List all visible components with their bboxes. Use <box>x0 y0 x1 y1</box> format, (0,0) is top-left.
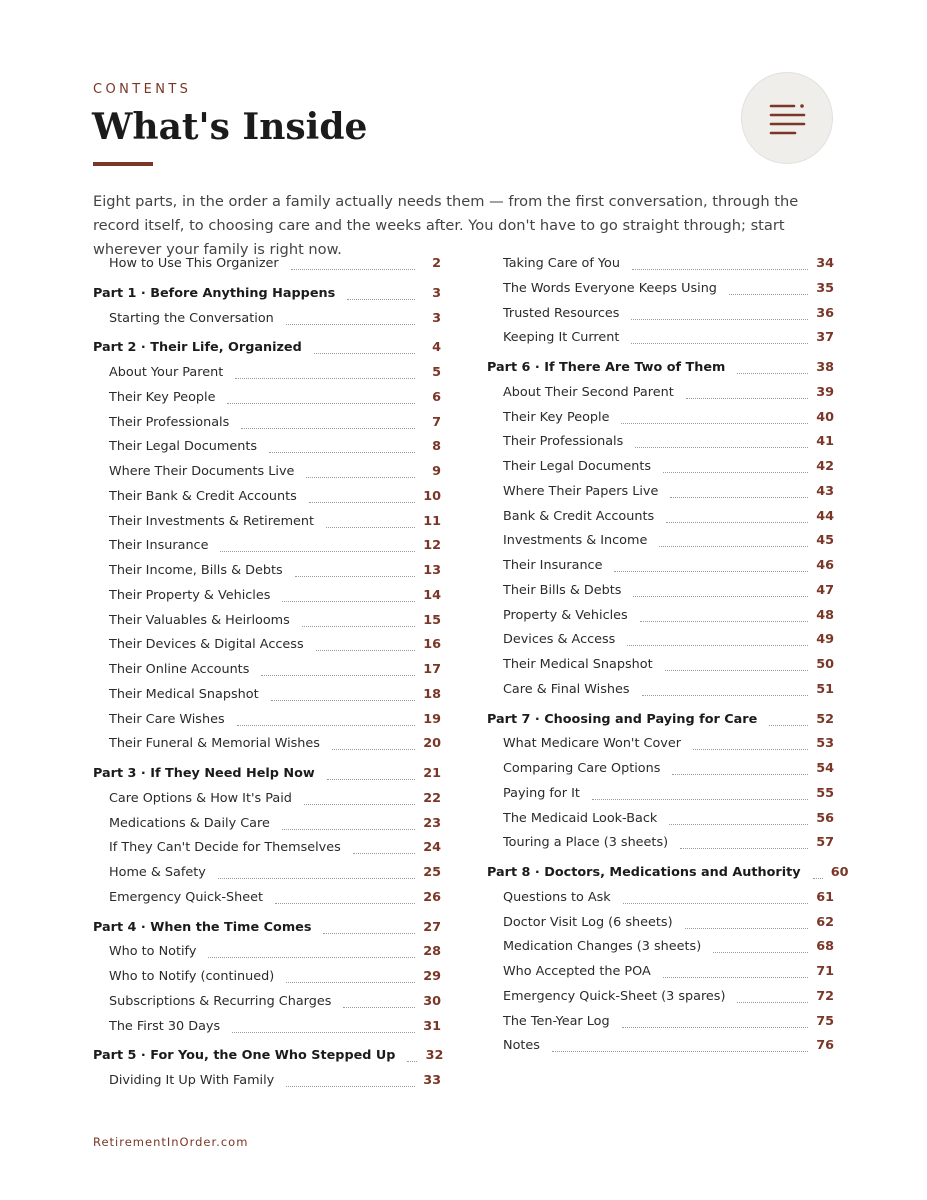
dot-leader <box>218 878 415 879</box>
toc-entry-label: About Your Parent <box>109 365 224 380</box>
toc-page-number: 44 <box>816 508 834 524</box>
toc-entry-label: Emergency Quick-Sheet (3 spares) <box>503 988 726 1004</box>
dot-leader <box>737 373 808 374</box>
toc-entry-label: Their Key People <box>503 409 610 425</box>
toc-entry-label: Questions to Ask <box>503 889 611 905</box>
toc-entry <box>487 330 834 350</box>
toc-entry <box>93 311 441 331</box>
dot-leader <box>633 596 808 597</box>
toc-page-number: 30 <box>423 993 441 1009</box>
dot-leader <box>621 423 808 424</box>
dot-leader <box>343 1007 415 1008</box>
toc-entry <box>487 632 834 652</box>
dot-leader <box>659 546 808 547</box>
toc-entry-label: Their Online Accounts <box>109 662 250 677</box>
toc-entry <box>487 811 834 831</box>
toc-page-number: 16 <box>423 637 441 653</box>
toc-entry-label: Devices & Access <box>503 632 616 648</box>
dot-leader <box>686 398 808 399</box>
toc-entry-label: About Their Second Parent <box>503 384 674 400</box>
toc-entry-label: Their Bills & Debts <box>503 582 622 598</box>
toc-entry-label: Trusted Resources <box>503 305 620 321</box>
toc-entry <box>487 484 834 504</box>
toc-entry-label: If They Can't Decide for Themselves <box>109 840 341 856</box>
dot-leader <box>680 848 808 849</box>
toc-entry <box>487 1038 834 1058</box>
toc-part-heading <box>93 766 441 786</box>
toc-entry-label: Who Accepted the POA <box>503 964 651 979</box>
toc-page-number: 22 <box>423 790 441 806</box>
toc-entry-label: Their Legal Documents <box>503 459 652 474</box>
toc-entry <box>487 509 834 529</box>
dot-leader <box>627 645 808 646</box>
toc-entry <box>93 969 441 989</box>
toc-page-number: 39 <box>816 384 834 400</box>
toc-page-number: 10 <box>423 488 441 504</box>
dot-leader <box>592 799 808 800</box>
toc-entry <box>93 736 441 756</box>
toc-entry <box>93 687 441 707</box>
toc-page-number: 34 <box>816 256 834 271</box>
toc-entry <box>93 816 441 836</box>
dot-leader <box>316 650 415 651</box>
dot-leader <box>286 982 415 983</box>
dot-leader <box>407 1061 417 1062</box>
toc-entry <box>93 256 441 276</box>
toc-page-number: 46 <box>816 558 834 573</box>
toc-entry-label: Medications & Daily Care <box>109 815 270 831</box>
toc-entry-label: Part 5 · For You, the One Who Stepped Up <box>93 1048 396 1064</box>
toc-entry-label: The Medicaid Look-Back <box>503 810 658 826</box>
page-title: What's Inside <box>92 106 368 148</box>
toc-entry-label: Part 8 · Doctors, Medications and Authority <box>487 865 801 880</box>
toc-entry <box>93 489 441 509</box>
toc-entry <box>487 306 834 326</box>
toc-entry-label: Taking Care of You <box>503 256 620 271</box>
toc-page-number: 48 <box>816 607 834 623</box>
dot-leader <box>291 269 415 270</box>
toc-entry <box>487 786 834 806</box>
toc-page-number: 27 <box>423 919 441 935</box>
toc-entry-label: Their Bank & Credit Accounts <box>109 488 297 504</box>
toc-entry <box>93 464 441 484</box>
toc-entry <box>93 637 441 657</box>
toc-entry-label: The Words Everyone Keeps Using <box>503 280 717 296</box>
dot-leader <box>314 353 415 354</box>
toc-part-heading <box>93 286 441 306</box>
toc-entry <box>487 835 834 855</box>
toc-page-number: 76 <box>816 1038 834 1054</box>
dot-leader <box>769 725 808 726</box>
contents-eyebrow: CONTENTS <box>93 82 192 97</box>
dot-leader <box>332 749 415 750</box>
dot-leader <box>232 1032 415 1033</box>
toc-page-number: 13 <box>423 563 441 578</box>
dot-leader <box>261 675 415 676</box>
toc-entry <box>487 964 834 984</box>
toc-entry-label: Part 7 · Choosing and Paying for Care <box>487 711 758 727</box>
toc-page-number: 28 <box>423 944 441 960</box>
toc-page-number: 55 <box>816 785 834 801</box>
toc-entry-label: Part 1 · Before Anything Happens <box>93 285 336 301</box>
toc-entry-label: Emergency Quick-Sheet <box>109 889 264 905</box>
toc-entry <box>93 365 441 385</box>
dot-leader <box>635 447 808 448</box>
dot-leader <box>670 497 808 498</box>
dot-leader <box>302 626 415 627</box>
toc-entry-label: Their Funeral & Memorial Wishes <box>109 736 320 752</box>
toc-entry-label: Part 2 · Their Life, Organized <box>93 340 302 356</box>
toc-entry-label: Their Key People <box>109 389 216 405</box>
toc-page-number: 32 <box>425 1048 444 1064</box>
toc-entry <box>487 682 834 702</box>
toc-page-number: 36 <box>816 305 834 321</box>
toc-page-number: 52 <box>816 711 834 727</box>
toc-entry-label: What Medicare Won't Cover <box>503 736 682 752</box>
dot-leader <box>693 749 808 750</box>
toc-entry-label: Doctor Visit Log (6 sheets) <box>503 914 673 930</box>
toc-entry <box>93 514 441 534</box>
dot-leader <box>631 343 808 344</box>
toc-page-number: 5 <box>432 365 441 380</box>
toc-entry <box>93 712 441 732</box>
dot-leader <box>282 829 415 830</box>
toc-entry <box>93 944 441 964</box>
intro-paragraph: Eight parts, in the order a family actually needs them — from the first conversation, through the record itself, to choosing care and the weeks after. You don't have to go straight through; start wherever your family is right now. <box>93 193 799 258</box>
toc-entry-label: Their Medical Snapshot <box>109 686 259 702</box>
toc-entry-label: Their Professionals <box>109 414 230 430</box>
toc-entry <box>487 281 834 301</box>
toc-entry-label: Touring a Place (3 sheets) <box>503 835 669 851</box>
dot-leader <box>614 571 808 572</box>
toc-entry-label: The Ten-Year Log <box>503 1013 610 1029</box>
toc-page-number: 49 <box>816 632 834 648</box>
toc-page-number: 6 <box>432 389 441 405</box>
dot-leader <box>552 1051 808 1052</box>
toc-page-number: 57 <box>816 835 834 851</box>
toc-entry <box>93 563 441 583</box>
dot-leader <box>286 1086 415 1087</box>
toc-page-number: 37 <box>816 330 834 346</box>
toc-entry-label: Keeping It Current <box>503 330 620 346</box>
toc-entry <box>93 791 441 811</box>
toc-page-number: 20 <box>423 736 441 752</box>
dot-leader <box>623 903 808 904</box>
title-underline <box>93 162 153 166</box>
toc-entry <box>93 865 441 885</box>
toc-page-number: 54 <box>816 761 834 776</box>
dot-leader <box>309 502 415 503</box>
toc-entry-label: Their Investments & Retirement <box>109 513 315 529</box>
toc-entry <box>487 915 834 935</box>
toc-entry <box>487 890 834 910</box>
toc-page-number: 50 <box>816 657 834 672</box>
toc-entry <box>487 410 834 430</box>
toc-entry <box>487 1014 834 1034</box>
toc-part-heading <box>487 712 834 732</box>
dot-leader <box>663 472 808 473</box>
toc-entry-label: How to Use This Organizer <box>109 256 279 271</box>
toc-page-number: 56 <box>816 810 834 826</box>
toc-entry-label: Comparing Care Options <box>503 761 661 776</box>
toc-page-number: 75 <box>816 1013 834 1029</box>
toc-entry-label: Their Property & Vehicles <box>109 587 271 603</box>
toc-part-heading <box>93 340 441 360</box>
toc-entry <box>93 538 441 558</box>
toc-entry-label: Where Their Papers Live <box>503 483 659 499</box>
toc-page-number: 15 <box>423 612 441 628</box>
toc-entry-label: Investments & Income <box>503 533 648 549</box>
toc-entry-label: Where Their Documents Live <box>109 464 295 479</box>
toc-page-number: 3 <box>432 310 441 326</box>
toc-entry-label: Their Care Wishes <box>109 711 225 727</box>
toc-entry-label: Medication Changes (3 sheets) <box>503 939 702 955</box>
dot-leader <box>622 1027 808 1028</box>
toc-entry <box>487 583 834 603</box>
dot-leader <box>685 928 808 929</box>
toc-part-heading <box>487 865 849 885</box>
dot-leader <box>665 670 808 671</box>
toc-page-number: 62 <box>816 914 834 930</box>
toc-page-number: 68 <box>816 939 834 955</box>
toc-entry <box>487 939 834 959</box>
dot-leader <box>227 403 415 404</box>
toc-page-number: 51 <box>816 681 834 697</box>
toc-page-number: 38 <box>816 360 834 375</box>
dot-leader <box>663 977 808 978</box>
toc-entry-label: Dividing It Up With Family <box>109 1073 275 1088</box>
toc-entry <box>93 415 441 435</box>
dot-leader <box>640 621 808 622</box>
toc-entry <box>487 385 834 405</box>
footer-url: RetirementInOrder.com <box>93 1135 249 1149</box>
dot-leader <box>631 319 808 320</box>
dot-leader <box>237 725 415 726</box>
toc-entry <box>487 533 834 553</box>
toc-entry-label: Part 3 · If They Need Help Now <box>93 766 315 781</box>
toc-entry <box>487 459 834 479</box>
dot-leader <box>669 824 808 825</box>
toc-entry-label: Part 4 · When the Time Comes <box>93 919 312 935</box>
toc-entry-label: Starting the Conversation <box>109 310 274 326</box>
toc-entry-label: Their Medical Snapshot <box>503 657 653 672</box>
toc-page-number: 24 <box>423 840 441 856</box>
toc-entry <box>487 608 834 628</box>
dot-leader <box>323 933 415 934</box>
toc-entry <box>93 1019 441 1039</box>
dot-leader <box>286 324 415 325</box>
toc-entry <box>93 662 441 682</box>
toc-entry <box>93 613 441 633</box>
dot-leader <box>282 601 415 602</box>
toc-page-number: 12 <box>423 538 441 554</box>
toc-page-number: 40 <box>816 409 834 425</box>
toc-page-number: 42 <box>816 459 834 474</box>
dot-leader <box>813 878 823 879</box>
toc-page-number: 21 <box>423 766 441 781</box>
toc-page-number: 71 <box>816 964 834 979</box>
toc-page-number: 61 <box>816 889 834 905</box>
toc-entry-label: Home & Safety <box>109 865 206 880</box>
toc-entry-label: Care & Final Wishes <box>503 681 630 697</box>
toc-page-number: 47 <box>816 582 834 598</box>
list-lines-icon <box>742 73 834 165</box>
toc-entry-label: Who to Notify <box>109 944 197 960</box>
dot-leader <box>353 853 415 854</box>
toc-page-number: 60 <box>830 865 849 880</box>
dot-leader <box>295 576 415 577</box>
toc-entry-label: The First 30 Days <box>109 1018 221 1034</box>
toc-entry <box>93 994 441 1014</box>
toc-page-number: 26 <box>423 889 441 905</box>
toc-page-number: 33 <box>423 1073 441 1088</box>
toc-page-number: 31 <box>423 1018 441 1034</box>
toc-entry-label: Their Insurance <box>503 558 603 573</box>
toc-entry <box>93 390 441 410</box>
toc-page-number: 72 <box>816 988 834 1004</box>
toc-entry <box>93 439 441 459</box>
dot-leader <box>713 952 808 953</box>
toc-page-number: 14 <box>423 587 441 603</box>
toc-page-number: 43 <box>816 483 834 499</box>
toc-page-number: 53 <box>816 736 834 752</box>
toc-entry-label: Their Income, Bills & Debts <box>109 563 283 578</box>
toc-entry <box>93 588 441 608</box>
toc-entry-label: Their Professionals <box>503 434 624 450</box>
toc-page-number: 2 <box>432 256 441 271</box>
dot-leader <box>271 700 415 701</box>
dot-leader <box>304 804 415 805</box>
dot-leader <box>642 695 808 696</box>
toc-entry <box>93 1073 441 1093</box>
dot-leader <box>235 378 415 379</box>
toc-part-heading <box>487 360 834 380</box>
toc-entry-label: Their Devices & Digital Access <box>109 637 304 653</box>
toc-entry <box>93 890 441 910</box>
toc-page-number: 41 <box>816 434 834 450</box>
toc-entry-label: Their Valuables & Heirlooms <box>109 612 290 628</box>
toc-entry-label: Bank & Credit Accounts <box>503 508 655 524</box>
dot-leader <box>269 452 415 453</box>
toc-entry-label: Care Options & How It's Paid <box>109 790 292 806</box>
dot-leader <box>208 957 415 958</box>
dot-leader <box>241 428 415 429</box>
toc-page-number: 17 <box>423 662 441 677</box>
dot-leader <box>327 779 415 780</box>
toc-entry-label: Their Legal Documents <box>109 439 258 455</box>
toc-entry <box>487 256 834 276</box>
dot-leader <box>275 903 415 904</box>
toc-entry <box>487 434 834 454</box>
dot-leader <box>737 1002 808 1003</box>
toc-entry-label: Notes <box>503 1038 540 1054</box>
dot-leader <box>326 527 415 528</box>
toc-entry <box>487 736 834 756</box>
toc-entry-label: Their Insurance <box>109 538 209 554</box>
dot-leader <box>729 294 808 295</box>
toc-page-number: 25 <box>423 865 441 880</box>
toc-page-number: 7 <box>432 414 441 430</box>
toc-entry-label: Paying for It <box>503 785 580 801</box>
toc-page-number: 35 <box>816 280 834 296</box>
dot-leader <box>220 551 415 552</box>
toc-page-number: 11 <box>423 513 441 529</box>
toc-entry-label: Part 6 · If There Are Two of Them <box>487 360 726 375</box>
dot-leader <box>347 299 415 300</box>
toc-page-number: 4 <box>432 340 441 356</box>
toc-page-number: 45 <box>816 533 834 549</box>
toc-entry <box>93 840 441 860</box>
toc-page-number: 9 <box>432 464 441 479</box>
toc-part-heading <box>93 920 441 940</box>
contents-badge <box>741 72 833 164</box>
toc-entry <box>487 558 834 578</box>
toc-page-number: 3 <box>432 285 441 301</box>
toc-page-number: 8 <box>432 439 441 455</box>
toc-entry <box>487 657 834 677</box>
toc-entry-label: Who to Notify (continued) <box>109 969 275 984</box>
toc-part-heading <box>93 1048 444 1068</box>
toc-page-number: 19 <box>423 711 441 727</box>
toc-page-number: 18 <box>423 686 441 702</box>
toc-entry-label: Property & Vehicles <box>503 607 628 623</box>
dot-leader <box>632 269 808 270</box>
toc-page-number: 23 <box>423 815 441 831</box>
dot-leader <box>666 522 808 523</box>
toc-entry <box>487 761 834 781</box>
toc-page-number: 29 <box>423 969 441 984</box>
toc-entry <box>487 989 834 1009</box>
dot-leader <box>306 477 415 478</box>
toc-entry-label: Subscriptions & Recurring Charges <box>109 993 332 1009</box>
dot-leader <box>672 774 808 775</box>
